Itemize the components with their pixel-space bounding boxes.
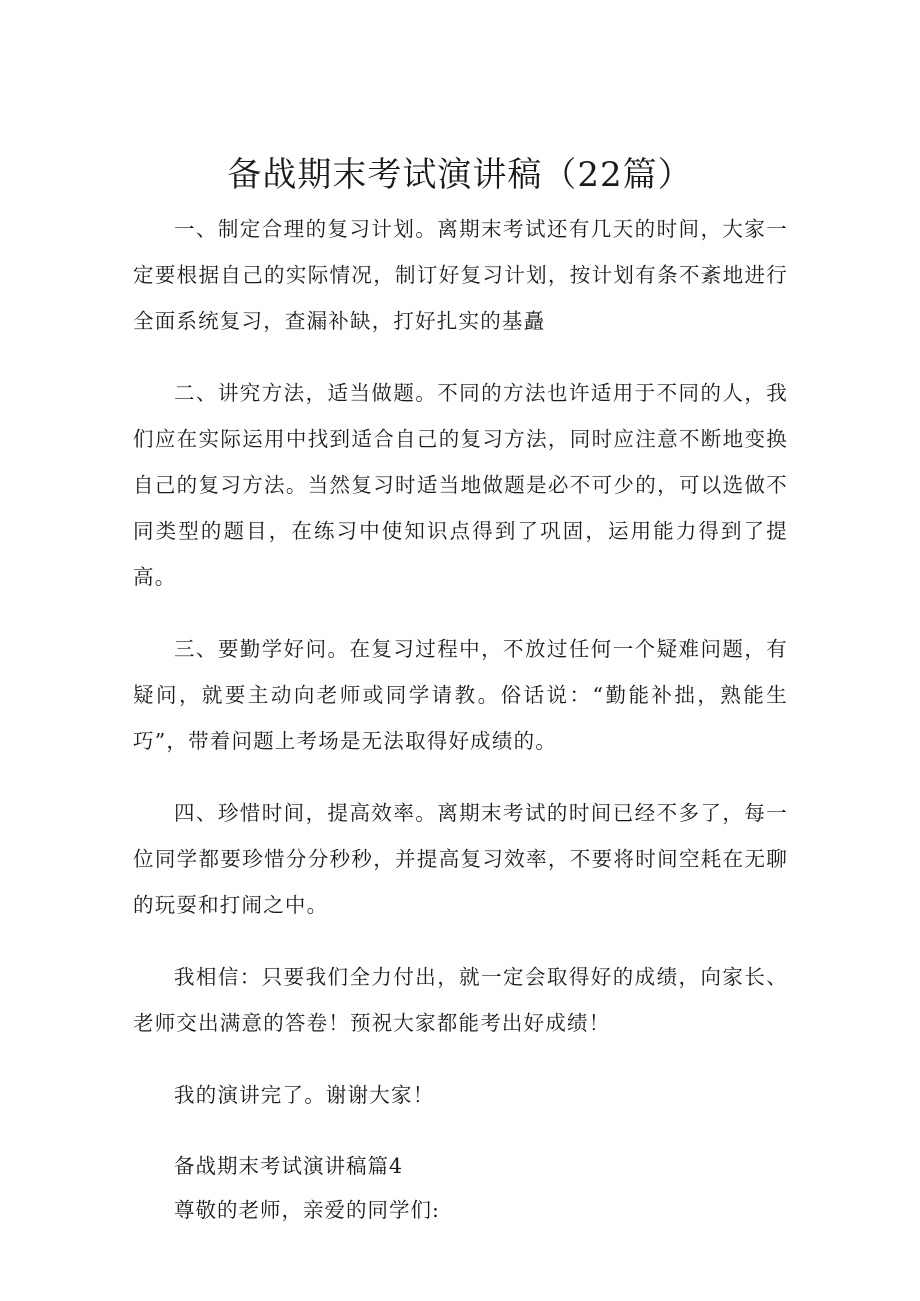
section-heading: 备战期末考试演讲稿篇4 xyxy=(174,1154,404,1178)
paragraph-closing: 我的演讲完了。谢谢大家！ xyxy=(174,1083,435,1107)
greeting-line: 尊敬的老师，亲爱的同学们: xyxy=(174,1198,440,1222)
document-title: 备战期末考试演讲稿（22篇） xyxy=(227,155,693,195)
document-body xyxy=(133,206,788,1232)
paragraph-ask-questions: 三、要勤学好问。在复习过程中，不放过任何一个疑难问题，有疑问，就要主动向老师或同学请教。俗话说：“勤能补拙，熟能生巧”，带着问题上考场是无法取得好成绩的。 xyxy=(133,637,788,753)
paragraph-cherish-time: 四、珍惜时间，提高效率。离期末考试的时间已经不多了，每一位同学都要珍惜分分秒秒，并提高复习效率，不要将时间空耗在无聊的玩耍和打闹之中。 xyxy=(133,801,788,917)
paragraph-review-plan: 一、制定合理的复习计划。离期末考试还有几天的时间，大家一定要根据自己的实际情况，制订好复习计划，按计划有条不紊地进行全面系统复习，查漏补缺，打好扎实的基矗 xyxy=(133,217,788,333)
paragraph-belief: 我相信：只要我们全力付出，就一定会取得好的成绩，向家长、老师交出满意的答卷！预祝大家都能考出好成绩！ xyxy=(133,965,788,1035)
paragraph-study-methods: 二、讲究方法，适当做题。不同的方法也许适用于不同的人，我们应在实际运用中找到适合自己的复习方法，同时应注意不断地变换自己的复习方法。当然复习时适当地做题是必不可少的，可以选做不同类型的题目，在练习中使知识点得到了巩固，运用能力得到了提高。 xyxy=(133,381,788,589)
